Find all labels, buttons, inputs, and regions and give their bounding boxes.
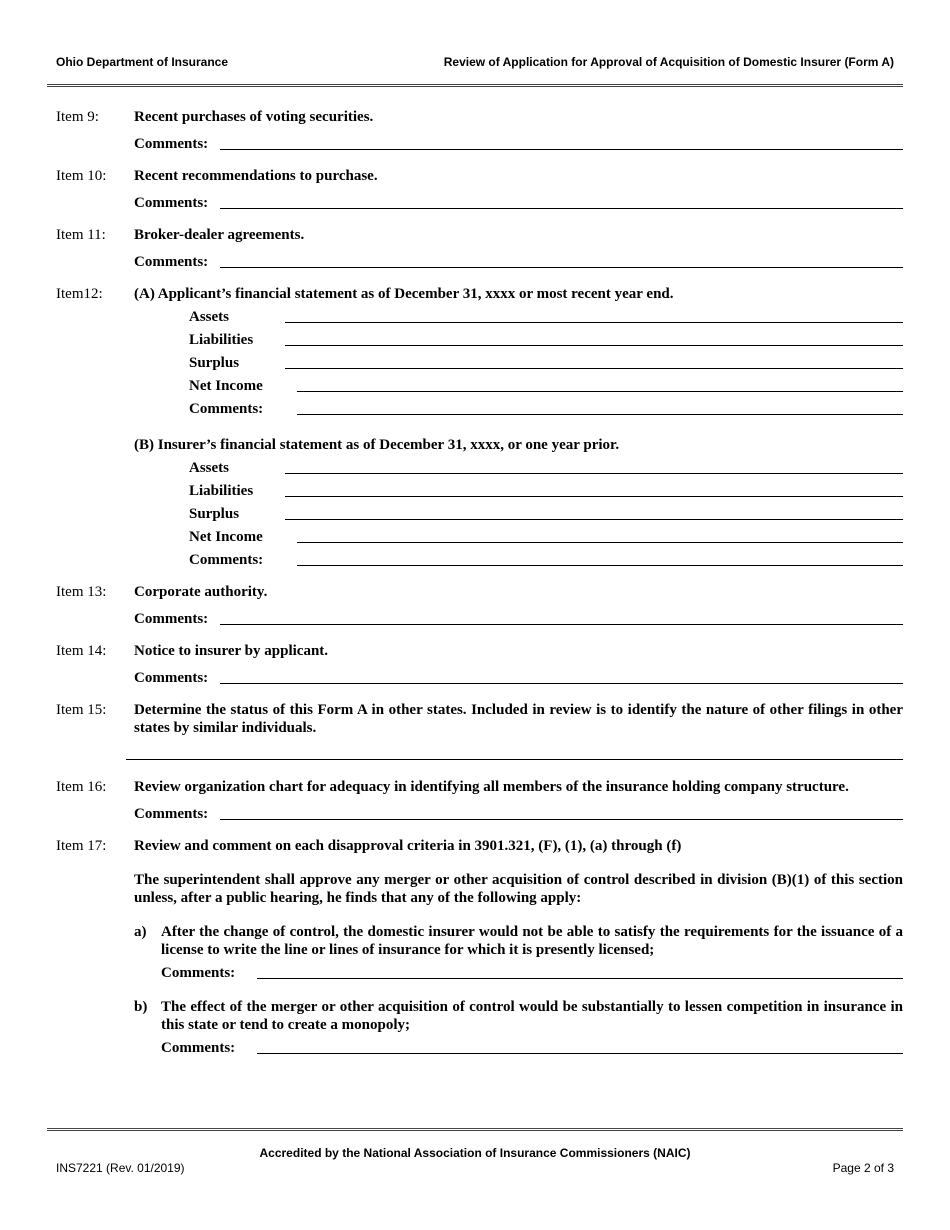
item-13 — [56, 583, 903, 628]
item-number: Item 15: — [56, 702, 107, 718]
surplus-field[interactable] — [285, 368, 903, 369]
header-form-title: Review of Application for Approval of Acquisition of Domestic Insurer (Form A) — [443, 55, 894, 69]
comments-label: Comments: — [161, 965, 236, 981]
page-header — [56, 55, 894, 69]
comments-label: Comments: — [189, 401, 264, 417]
comments-label: Comments: — [134, 195, 209, 211]
comments-label: Comments: — [134, 254, 209, 270]
item-title: Recent purchases of voting securities. — [134, 109, 374, 125]
form-body — [56, 108, 903, 1071]
comments-field[interactable] — [257, 1053, 903, 1054]
comments-label: Comments: — [134, 136, 209, 152]
comments-field[interactable] — [220, 267, 903, 268]
comments-label: Comments: — [161, 1040, 236, 1056]
applicant-statement-title: (A) Applicant’s financial statement as of December 31, xxxx or most recent year end. — [134, 286, 674, 302]
item-number: Item 9: — [56, 109, 99, 125]
liabilities-label: Liabilities — [189, 483, 254, 499]
item-11 — [56, 226, 903, 271]
net-income-label: Net Income — [189, 529, 263, 545]
criterion-letter: b) — [134, 999, 148, 1015]
item-title: Notice to insurer by applicant. — [134, 643, 329, 659]
item-number: Item 17: — [56, 838, 107, 854]
applicant-financials — [189, 307, 903, 418]
comments-field[interactable] — [220, 208, 903, 209]
item-15 — [56, 701, 903, 737]
header-department: Ohio Department of Insurance — [56, 55, 229, 69]
item-number: Item12: — [56, 286, 103, 302]
net-income-field[interactable] — [297, 542, 903, 543]
comments-field[interactable] — [297, 565, 903, 566]
net-income-label: Net Income — [189, 378, 263, 394]
criterion-letter: a) — [134, 924, 147, 940]
accreditation-note: Accredited by the National Association of Insurance Commissioners (NAIC) — [259, 1146, 691, 1160]
item-title: Review organization chart for adequacy in identifying all members of the insurance holding company structure. — [134, 779, 849, 795]
header-divider — [47, 84, 903, 87]
item-title: Review and comment on each disapproval criteria in 3901.321, (F), (1), (a) through (f) — [134, 838, 682, 854]
item-number: Item 14: — [56, 643, 107, 659]
criterion-text: The effect of the merger or other acquisition of control would be substantially to lessen competition in insurance in this state or tend to create a monopoly; — [161, 999, 903, 1033]
comments-field[interactable] — [220, 624, 903, 625]
surplus-label: Surplus — [189, 506, 240, 522]
comments-field[interactable] — [220, 819, 903, 820]
assets-field[interactable] — [285, 473, 903, 474]
item-title: Broker-dealer agreements. — [134, 227, 305, 243]
comments-field[interactable] — [220, 149, 903, 150]
comments-field[interactable] — [297, 414, 903, 415]
assets-label: Assets — [189, 309, 229, 325]
net-income-field[interactable] — [297, 391, 903, 392]
comments-label: Comments: — [134, 806, 209, 822]
comments-label: Comments: — [134, 611, 209, 627]
item-number: Item 11: — [56, 227, 106, 243]
surplus-field[interactable] — [285, 519, 903, 520]
page-number: Page 2 of 3 — [832, 1161, 894, 1175]
disapproval-intro: The superintendent shall approve any merger or other acquisition of control described in division (B)(1) of this section unless, after a public hearing, he finds that any of the following apply: — [134, 872, 903, 906]
item-number: Item 13: — [56, 584, 107, 600]
criterion-a — [134, 923, 903, 982]
footer-divider — [47, 1128, 903, 1131]
insurer-statement-title: (B) Insurer’s financial statement as of December 31, xxxx, or one year prior. — [134, 437, 620, 453]
criterion-b — [134, 998, 903, 1057]
comments-field[interactable] — [257, 978, 903, 979]
liabilities-field[interactable] — [285, 496, 903, 497]
section-divider — [126, 759, 903, 760]
item-title: Corporate authority. — [134, 584, 268, 600]
liabilities-label: Liabilities — [189, 332, 254, 348]
item-title: Recent recommendations to purchase. — [134, 168, 378, 184]
comments-field[interactable] — [220, 683, 903, 684]
item-12 — [56, 285, 903, 569]
criterion-text: After the change of control, the domestic insurer would not be able to satisfy the requirements for the issuance of a license to write the line or lines of insurance for which it is presently licensed; — [161, 924, 903, 958]
insurer-financials — [189, 458, 903, 569]
liabilities-field[interactable] — [285, 345, 903, 346]
assets-label: Assets — [189, 460, 229, 476]
item-14 — [56, 642, 903, 687]
assets-field[interactable] — [285, 322, 903, 323]
item-number: Item 10: — [56, 168, 107, 184]
surplus-label: Surplus — [189, 355, 240, 371]
comments-label: Comments: — [189, 552, 264, 568]
item-17 — [56, 837, 903, 1057]
item-title: Determine the status of this Form A in other states. Included in review is to identify the nature of other filings in other states by similar individuals. — [134, 702, 903, 736]
item-16 — [56, 778, 903, 823]
item-number: Item 16: — [56, 779, 107, 795]
comments-label: Comments: — [134, 670, 209, 686]
item-9 — [56, 108, 903, 153]
form-id: INS7221 (Rev. 01/2019) — [56, 1161, 185, 1175]
page-footer — [56, 1161, 894, 1175]
item-10 — [56, 167, 903, 212]
